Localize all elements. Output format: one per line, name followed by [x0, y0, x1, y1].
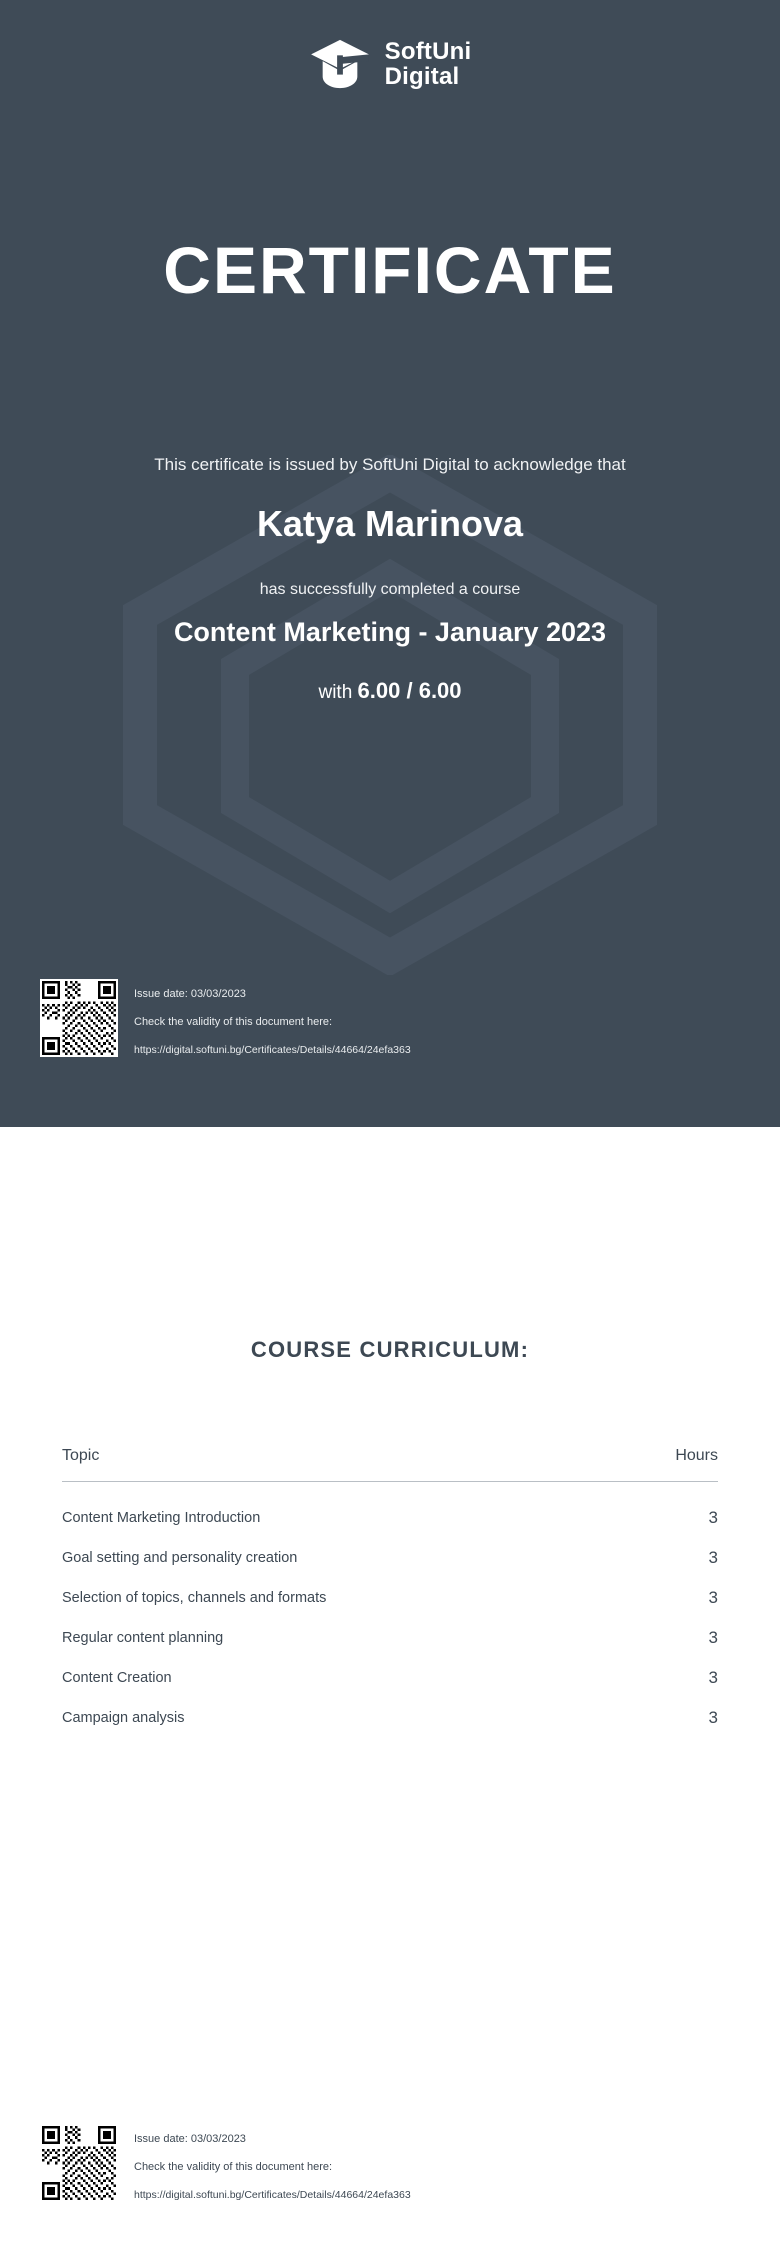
column-header-topic: Topic	[62, 1447, 628, 1482]
qr-code-icon[interactable]	[40, 979, 118, 1057]
row-hours: 3	[708, 1548, 718, 1567]
curriculum-page	[0, 1127, 780, 2254]
issue-date: Issue date: 03/03/2023	[134, 2133, 246, 2145]
row-hours: 3	[708, 1588, 718, 1607]
table-row	[62, 1688, 718, 1728]
validity-text: Check the validity of this document here:	[134, 2160, 333, 2173]
brand-name-line1: SoftUni	[384, 37, 472, 65]
row-topic: Content Creation	[62, 1670, 172, 1686]
validity-url[interactable]: https://digital.softuni.bg/Certificates/Details/44664/24efa363	[134, 1043, 411, 1056]
course-name: Content Marketing - January 2023	[173, 617, 607, 647]
row-hours: 3	[708, 1628, 718, 1647]
certificate-body	[0, 455, 780, 704]
brand-logo	[0, 38, 780, 90]
curriculum-title: COURSE CURRICULUM:	[250, 1337, 530, 1362]
curriculum-table-wrap	[62, 1447, 718, 1728]
table-row	[62, 1482, 718, 1529]
validity-url[interactable]: https://digital.softuni.bg/Certificates/Details/44664/24efa363	[134, 2188, 411, 2201]
curriculum-footer	[40, 2124, 411, 2202]
issue-date: Issue date: 03/03/2023	[134, 988, 246, 1000]
row-topic: Selection of topics, channels and formats	[62, 1590, 327, 1606]
validity-text: Check the validity of this document here:	[134, 1015, 333, 1028]
curriculum-table	[62, 1447, 718, 1728]
footer-meta	[134, 979, 411, 1057]
completion-text: has successfully completed a course	[259, 581, 521, 598]
row-topic: Content Marketing Introduction	[62, 1510, 261, 1526]
row-topic: Campaign analysis	[62, 1710, 185, 1726]
row-hours: 3	[708, 1668, 718, 1687]
table-row	[62, 1648, 718, 1688]
issued-by-text: This certificate is issued by SoftUni Digital to acknowledge that	[154, 455, 626, 474]
row-topic: Regular content planning	[62, 1630, 224, 1646]
graduation-cap-icon	[309, 38, 371, 90]
row-hours: 3	[708, 1508, 718, 1527]
table-row	[62, 1528, 718, 1568]
grade-line	[0, 678, 780, 704]
column-header-hours: Hours	[628, 1447, 718, 1482]
table-header-row	[62, 1447, 718, 1482]
row-hours: 3	[708, 1708, 718, 1727]
row-topic: Goal setting and personality creation	[62, 1550, 298, 1566]
certificate-holder-name: Katya Marinova	[256, 503, 524, 544]
table-row	[62, 1608, 718, 1648]
brand-name-line2: Digital	[384, 63, 460, 90]
table-row	[62, 1568, 718, 1608]
page-title: CERTIFICATE	[163, 233, 617, 307]
footer-meta	[134, 2124, 411, 2202]
certificate-footer	[40, 979, 411, 1057]
brand-name	[385, 39, 472, 89]
grade-value: 6.00 / 6.00	[357, 678, 462, 703]
grade-prefix: with	[318, 682, 353, 703]
qr-code-icon[interactable]	[40, 2124, 118, 2202]
